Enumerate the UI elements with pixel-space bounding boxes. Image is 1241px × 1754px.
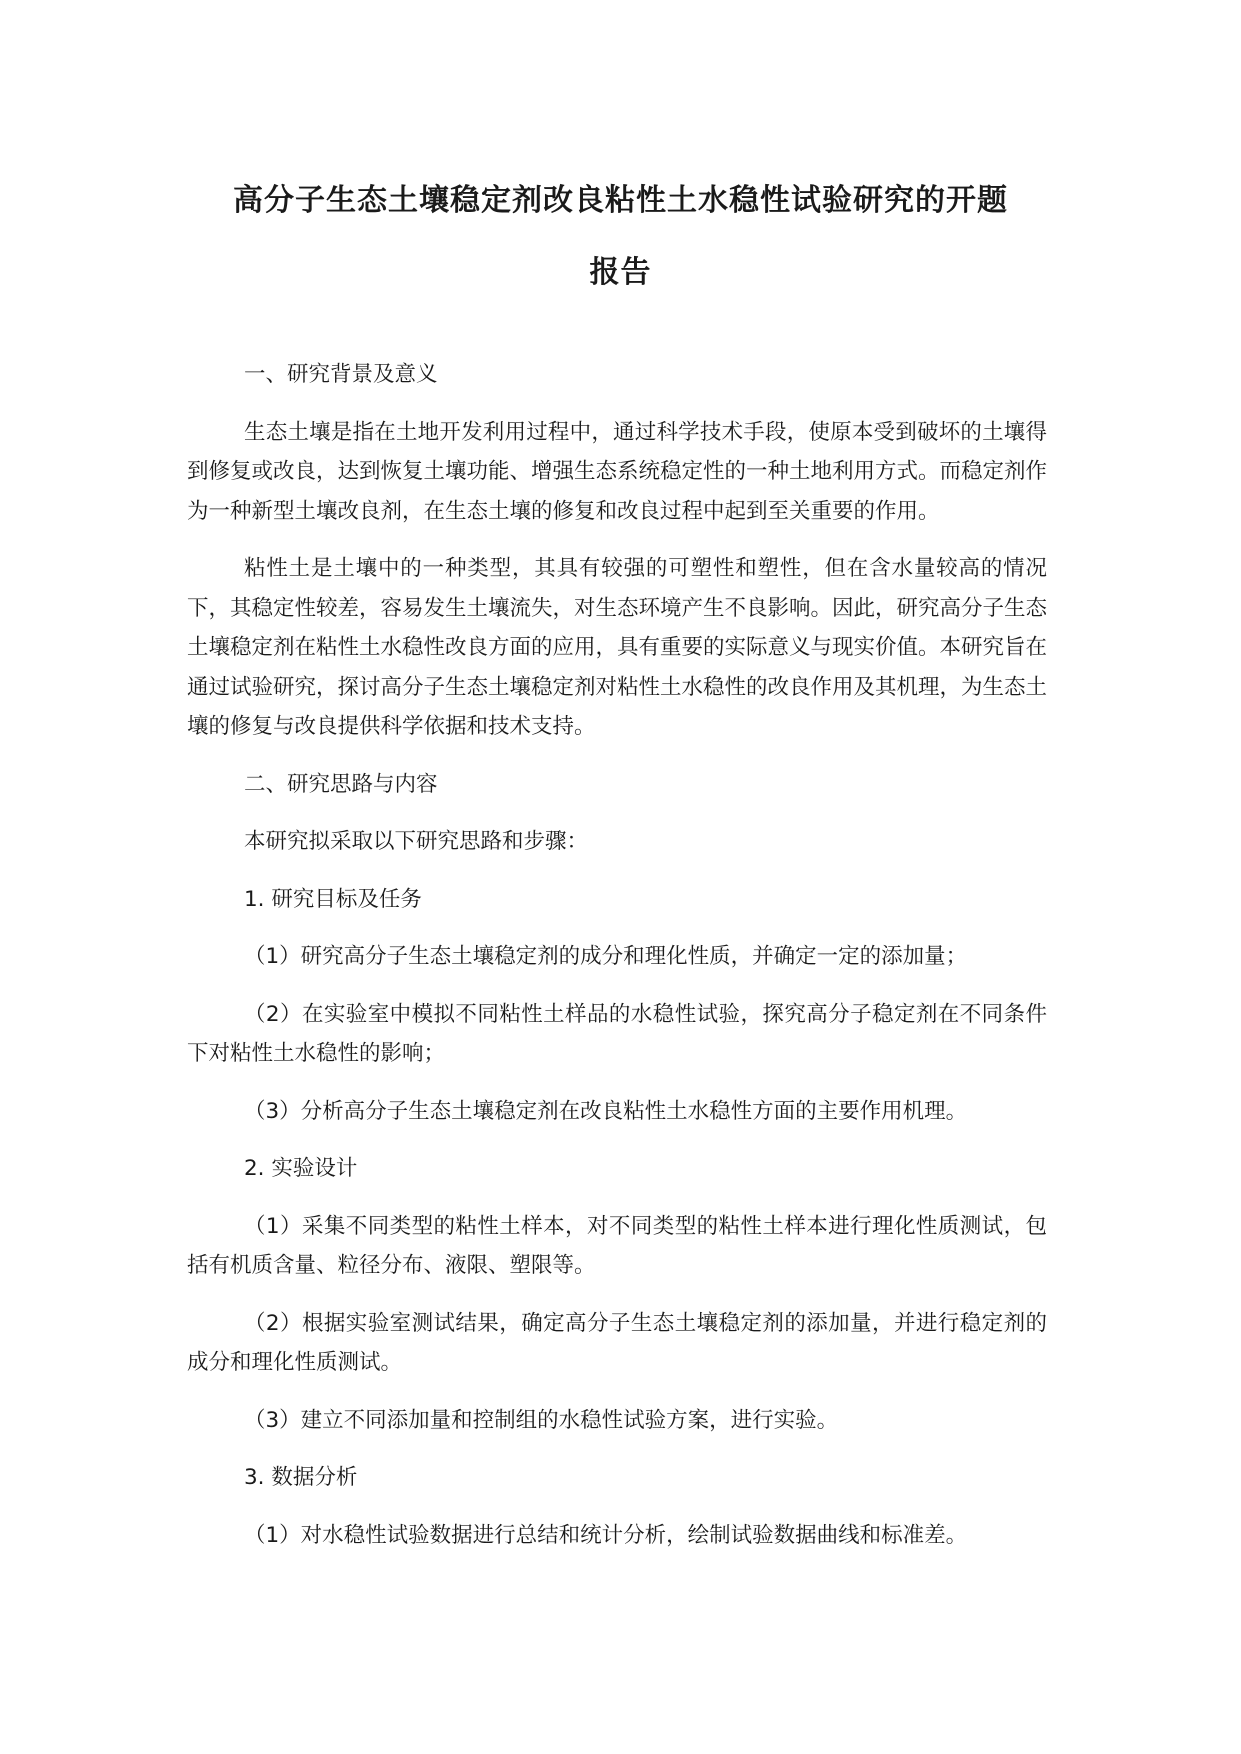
list-item-objective-1: （1）研究高分子生态土壤稳定剂的成分和理化性质，并确定一定的添加量； (244, 944, 968, 969)
list-item-design-2: （2）根据实验室测试结果，确定高分子生态土壤稳定剂的添加量，并进行稳定剂的成分和理化性质测试。 (187, 1310, 1047, 1375)
list-item-objective-2: （2）在实验室中模拟不同粘性土样品的水稳性试验，探究高分子稳定剂在不同条件下对粘性土水稳性的影响； (187, 1001, 1047, 1066)
document-title-line-1: 高分子生态土壤稳定剂改良粘性土水稳性试验研究的开题 (233, 183, 1008, 218)
document-title-line-2: 报告 (589, 255, 652, 290)
list-item-analysis-1: （1）对水稳性试验数据进行总结和统计分析，绘制试验数据曲线和标准差。 (244, 1522, 968, 1548)
paragraph-approach-intro: 本研究拟采取以下研究思路和步骤： (244, 829, 589, 854)
paragraph-eco-soil-definition: 生态土壤是指在土地开发利用过程中，通过科学技术手段，使原本受到破坏的土壤得到修复或改良，达到恢复土壤功能、增强生态系统稳定性的一种土地利用方式。而稳定剂作为一种新型土壤改良剂，在生态土壤的修复和改良过程中起到至关重要的作用。 (187, 419, 1048, 524)
document-body (187, 355, 1047, 1573)
paragraph-clay-soil-significance: 粘性土是土壤中的一种类型，其具有较强的可塑性和塑性，但在含水量较高的情况下，其稳定性较差，容易发生土壤流失，对生态环境产生不良影响。因此，研究高分子生态土壤稳定剂在粘性土水稳性改良方面的应用，具有重要的实际意义与现实价值。本研究旨在通过试验研究，探讨高分子生态土壤稳定剂对粘性土水稳性的改良作用及其机理，为生态土壤的修复与改良提供科学依据和技术支持。 (187, 556, 1048, 739)
section-heading-approach: 二、研究思路与内容 (244, 771, 438, 797)
subheading-experiment-design: 2. 实验设计 (244, 1156, 358, 1181)
subheading-objectives: 1. 研究目标及任务 (244, 886, 422, 912)
subheading-data-analysis: 3. 数据分析 (244, 1465, 358, 1490)
section-heading-background: 一、研究背景及意义 (244, 362, 438, 387)
list-item-design-1: （1）采集不同类型的粘性土样本，对不同类型的粘性土样本进行理化性质测试，包括有机质含量、粒径分布、液限、塑限等。 (187, 1213, 1047, 1278)
list-item-design-3: （3）建立不同添加量和控制组的水稳性试验方案，进行实验。 (244, 1407, 839, 1433)
list-item-objective-3: （3）分析高分子生态土壤稳定剂在改良粘性土水稳性方面的主要作用机理。 (244, 1098, 968, 1124)
